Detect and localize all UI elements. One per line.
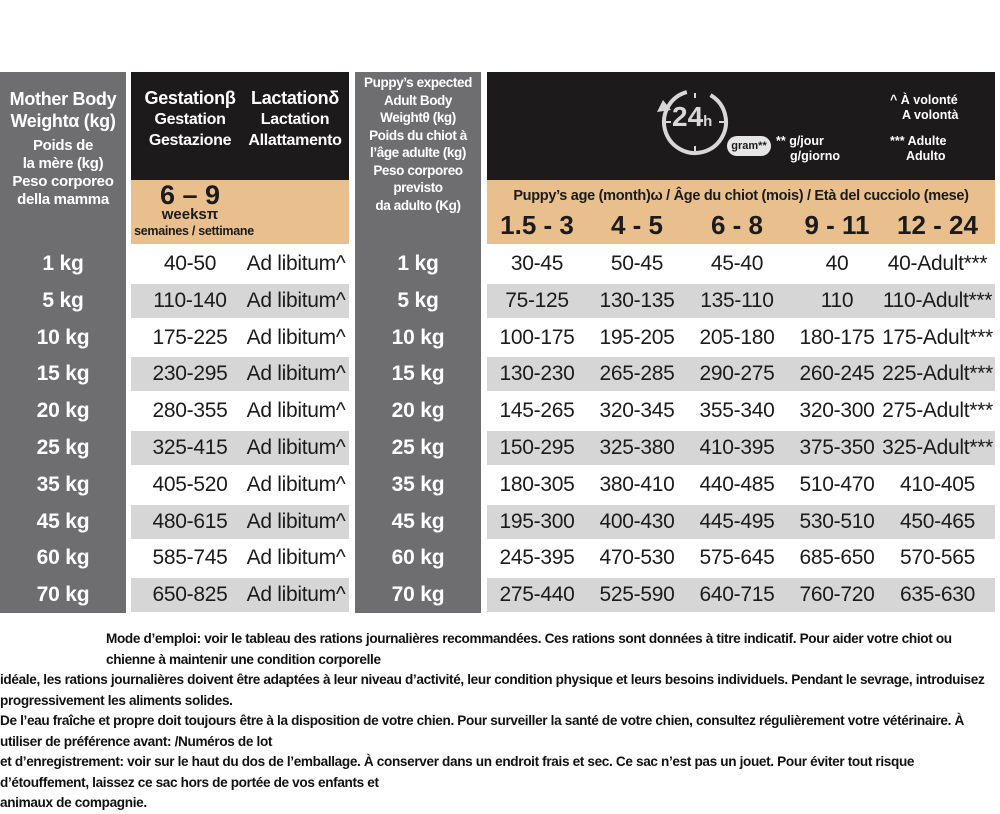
gram-badge: gram** [727, 136, 771, 156]
lactation-cell: Ad libitum^ [246, 436, 346, 459]
ration-cell: 195-205 [599, 326, 675, 349]
puppy-header-line-7: da adulto (Kg) [375, 197, 461, 213]
mother-weight-cell: 60 kg [36, 546, 90, 569]
puppy-weight-cell: 1 kg [397, 252, 439, 275]
gestation-fr: Gestation [154, 111, 226, 128]
per-day-it: g/giorno [790, 149, 840, 163]
ration-cell: 440-485 [699, 473, 775, 496]
lactation-cell: Ad libitum^ [246, 510, 346, 533]
ration-cell: 40 [825, 252, 849, 275]
lactation-cell: Ad libitum^ [246, 289, 346, 312]
ration-cell: 325-380 [599, 436, 675, 459]
puppy-weight-cell: 5 kg [397, 289, 439, 312]
clock-number [672, 102, 722, 137]
lactation-title: Lactationδ [251, 88, 339, 108]
weeks-range: 6 – 9 [159, 180, 221, 210]
clock-unit: h [703, 113, 713, 130]
puppy-header-line-6: Peso corporeo previsto [373, 162, 463, 195]
ration-cell: 525-590 [599, 583, 675, 606]
ration-cell: 130-135 [599, 289, 675, 312]
ration-cell: 450-465 [900, 510, 975, 533]
legend-adult-it: Adulto [906, 148, 946, 163]
ration-cell: 290-275 [699, 362, 775, 385]
ration-cell: 75-125 [505, 289, 569, 312]
gestation-cell: 325-415 [152, 436, 228, 459]
ration-cell: 145-265 [499, 399, 575, 422]
gestation-cell: 175-225 [152, 326, 228, 349]
ration-cell: 130-230 [499, 362, 575, 385]
mother-header-line-5: Peso corporeo [12, 173, 114, 190]
ration-cell: 760-720 [799, 583, 875, 606]
ration-cell: 110-Adult*** [882, 289, 993, 312]
puppy-weight-cell: 45 kg [391, 510, 445, 533]
mother-weight-cell: 15 kg [36, 362, 90, 385]
ration-cell: 150-295 [499, 436, 575, 459]
puppy-weight-cell: 25 kg [391, 436, 445, 459]
instructions-line-4: et d’enregistrement: voir sur le haut du dos de l’emballage. À conserver dans un endroit frais et sec. Ce sac n’est pas un jouet. Pour éviter tout risque d’étouffement, laissez ce sac hors de portée de vos enfants et [0, 754, 915, 790]
ration-cell: 195-300 [499, 510, 575, 533]
per-day-label [776, 134, 856, 164]
ration-cell: 50-45 [610, 252, 664, 275]
mother-header-line-6: della mamma [17, 191, 109, 208]
ration-cell: 265-285 [599, 362, 675, 385]
ration-cell: 575-645 [699, 546, 775, 569]
ration-cell: 380-410 [599, 473, 675, 496]
ration-cell: 260-245 [799, 362, 875, 385]
lactation-cell: Ad libitum^ [246, 583, 346, 606]
gestation-cell: 230-295 [152, 362, 228, 385]
ration-cell: 570-565 [900, 546, 975, 569]
ration-cell: 410-395 [699, 436, 775, 459]
lactation-cell: Ad libitum^ [246, 362, 346, 385]
instructions-line-5: animaux de compagnie. [0, 795, 147, 810]
lactation-header [240, 88, 350, 151]
lactation-cell: Ad libitum^ [246, 252, 346, 275]
age-title: Puppy’s age (month)ω / Âge du chiot (mois) / Età del cucciolo (mese) [513, 188, 969, 204]
lactation-cell: Ad libitum^ [246, 473, 346, 496]
age-3: 6 - 8 [710, 210, 764, 240]
gestation-title: Gestationβ [144, 88, 236, 108]
ration-cell: 275-Adult*** [882, 399, 993, 422]
ration-cell: 635-630 [900, 583, 975, 606]
gestation-it: Gestazione [148, 132, 232, 149]
per-day-fr: ** g/jour [776, 134, 824, 148]
ration-cell: 225-Adult*** [882, 362, 993, 385]
ration-cell: 320-300 [799, 399, 875, 422]
ration-cell: 30-45 [510, 252, 564, 275]
puppy-header-line-4: Poids du chiot à [369, 127, 467, 143]
ration-cell: 275-440 [499, 583, 575, 606]
instructions-line-3: De l’eau fraîche et propre doit toujours être à la disposition de votre chien. Pour surveiller la santé de votre chien, consultez régulièrement votre vétérinaire. À utiliser de préférence avant: /Numéros de lot [0, 713, 964, 749]
weeks-label: weeksπ [161, 206, 219, 223]
mother-weight-cell: 35 kg [36, 473, 90, 496]
ration-cell: 325-Adult*** [882, 436, 993, 459]
gestation-cell: 40-50 [163, 252, 217, 275]
age-1: 1.5 - 3 [500, 210, 574, 240]
puppy-weight-header [355, 74, 481, 214]
gestation-cell: 110-140 [153, 289, 227, 312]
lactation-cell: Ad libitum^ [246, 399, 346, 422]
mother-weight-header-fr-it [0, 137, 126, 209]
ration-cell: 375-350 [799, 436, 875, 459]
ration-cell: 530-510 [799, 510, 875, 533]
ration-cell: 205-180 [699, 326, 775, 349]
ration-cell: 685-650 [799, 546, 875, 569]
ration-cell: 245-395 [499, 546, 575, 569]
puppy-weight-cell: 35 kg [391, 473, 445, 496]
mother-weight-cell: 45 kg [36, 510, 90, 533]
lactation-cell: Ad libitum^ [246, 326, 346, 349]
age-5: 12 - 24 [897, 210, 978, 240]
mother-weight-cell: 20 kg [36, 399, 90, 422]
ration-cell: 135-110 [700, 289, 774, 312]
ration-cell: 100-175 [499, 326, 575, 349]
puppy-weight-cell: 10 kg [391, 326, 445, 349]
gestation-cell: 480-615 [152, 510, 228, 533]
legend-ad-libitum-it: A volontà [902, 107, 959, 122]
ration-cell: 445-495 [699, 510, 775, 533]
ration-cell: 410-405 [900, 473, 975, 496]
clock-label: 24 [672, 101, 704, 132]
ration-cell: 470-530 [599, 546, 675, 569]
puppy-weight-cell: 20 kg [391, 399, 445, 422]
puppy-header-line-5: l’âge adulte (kg) [370, 145, 466, 160]
ration-cell: 180-175 [799, 326, 875, 349]
legend-adult: *** Adulte [890, 134, 947, 148]
gestation-cell: 585-745 [152, 546, 228, 569]
age-2: 4 - 5 [610, 210, 664, 240]
puppy-weight-cell: 15 kg [391, 362, 445, 385]
age-4: 9 - 11 [804, 210, 870, 240]
ration-cell: 180-305 [499, 473, 575, 496]
ration-cell: 355-340 [699, 399, 775, 422]
puppy-weight-cell: 60 kg [391, 546, 445, 569]
instructions-line-2: idéale, les rations journalières doivent être adaptées à leur niveau d’activité, leur condition physique et leurs besoins individuels. Pendant le sevrage, introduisez progressivement les aliments solides. [0, 672, 985, 708]
mother-weight-cell: 1 kg [42, 252, 84, 275]
puppy-weight-cell: 70 kg [391, 583, 445, 606]
puppy-header-line-3: Weightθ (kg) [380, 110, 456, 125]
mother-weight-cell: 25 kg [36, 436, 90, 459]
mother-weight-cell: 70 kg [36, 583, 90, 606]
ration-cell: 45-40 [710, 252, 764, 275]
legend-block [890, 93, 990, 163]
ration-cell: 175-Adult*** [882, 326, 993, 349]
lactation-fr: Lactation [260, 111, 330, 128]
ration-cell: 110 [820, 289, 854, 312]
gestation-cell: 280-355 [152, 399, 228, 422]
ration-cell: 400-430 [599, 510, 675, 533]
ration-cell: 320-345 [599, 399, 675, 422]
mother-header-line-1: Mother Body [9, 89, 117, 109]
instructions-text [0, 629, 1000, 814]
lactation-cell: Ad libitum^ [246, 546, 346, 569]
mother-header-line-3: Poids de [32, 137, 94, 154]
mother-weight-cell: 5 kg [42, 289, 84, 312]
gestation-cell: 405-520 [152, 473, 228, 496]
instructions-line-1 [0, 629, 1000, 670]
gestation-header [131, 88, 249, 151]
mother-header-line-2: Weightα (kg) [10, 111, 116, 131]
mother-weight-cell: 10 kg [36, 326, 90, 349]
puppy-header-line-1: Puppy’s expected [364, 75, 472, 90]
instructions-line-1-text: Mode d’emploi: voir le tableau des rations journalières recommandées. Ces rations sont données à titre indicatif. Pour aider votre chiot ou chienne à maintenir une condition corporelle [106, 631, 952, 667]
ration-cell: 40-Adult*** [887, 252, 988, 275]
ration-cell: 510-470 [799, 473, 875, 496]
puppy-header-line-2: Adult Body [384, 92, 452, 108]
ration-cell: 640-715 [699, 583, 775, 606]
legend-ad-libitum: ^ À volonté [890, 93, 958, 107]
weeks-sub: semaines / settimane [134, 224, 254, 238]
lactation-it: Allattamento [248, 132, 342, 149]
mother-header-line-4: la mère (kg) [22, 155, 104, 172]
mother-weight-header [0, 88, 126, 132]
gestation-cell: 650-825 [152, 583, 228, 606]
